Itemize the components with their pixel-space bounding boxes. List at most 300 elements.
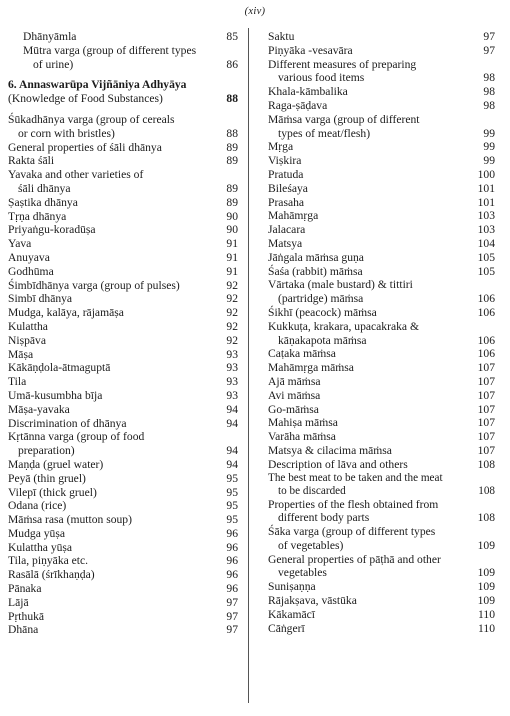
toc-entry-title-text: Mahiṣa māṁsa [268,416,338,430]
toc-entry-title [268,44,359,58]
toc-entry-title [268,580,322,594]
toc-entry-title-text: Viṣkira [268,154,302,168]
toc-entry [268,375,495,389]
toc-entry-title-text: Umā-kusumbha bīja [8,388,103,402]
toc-entry-title [268,265,369,279]
toc-entry-title-text: Jalacara [268,223,306,237]
toc-entry-title [8,141,168,155]
toc-entry-title [8,334,52,348]
toc-entry-title [268,99,333,113]
toc-page-number: 108 [477,511,495,525]
toc-entry [268,416,495,430]
toc-page-number: 106 [477,305,495,319]
toc-entry [8,513,238,527]
toc-entry-title [8,196,84,210]
toc-entry-title-continuation: or corn with bristles) [18,126,115,140]
toc-entry-title-text: Kākamācī [268,607,315,621]
toc-page-number: 91 [226,237,238,251]
toc-entry-title [8,610,50,624]
toc-entry-title-text: Properties of the flesh obtained from [268,497,439,511]
toc-entry-title-text: Matsya [268,236,303,250]
toc-entry [8,541,238,555]
toc-page-number: 95 [226,499,238,513]
toc-page-number: 99 [483,140,495,154]
toc-entry-title [268,389,326,403]
toc-entry-title [268,498,444,526]
toc-entry [268,278,495,306]
toc-entry-title [8,78,192,106]
toc-page-number: 94 [226,444,238,458]
toc-entry [8,417,238,431]
toc-entry-title-text: Māṣa [8,347,34,361]
toc-page-number: 103 [477,223,495,237]
toc-entry-title [8,499,72,513]
toc-entry [8,403,238,417]
toc-entry-title-text: Niṣpāva [8,333,46,347]
toc-entry [268,168,495,182]
toc-page-number: 104 [477,236,495,250]
toc-entry [8,430,238,458]
toc-entry-title [268,320,425,348]
toc-entry [8,486,238,500]
toc-entry-title [8,251,56,265]
toc-entry-title-text: Mahāmṛga māṁsa [268,361,354,375]
toc-entry-title-text: Khala-kāmbalika [268,85,348,99]
toc-entry-title [8,582,47,596]
toc-entry-title [8,389,108,403]
toc-entry-title-text: Matsya & cilacima māṁsa [268,443,392,457]
toc-entry-title [8,306,130,320]
toc-page-number: 97 [483,43,495,57]
toc-entry [8,568,238,582]
toc-entry-title [8,210,72,224]
toc-entry-title [268,375,326,389]
toc-page-number: 93 [226,347,238,361]
toc-entry [8,389,238,403]
toc-entry-title [268,403,325,417]
toc-entry-title [268,622,311,636]
toc-entry-title [8,375,32,389]
toc-page-number: 92 [226,319,238,333]
toc-page-number: 94 [226,416,238,430]
toc-entry [8,30,238,44]
toc-entry [268,99,495,113]
toc-page-number: 96 [226,526,238,540]
toc-entry-title-text: Kukkuṭa, krakara, upacakraka & [268,319,419,333]
toc-entry [8,361,238,375]
toc-entry [8,154,238,168]
toc-entry [268,608,495,622]
toc-entry-title [268,416,344,430]
toc-entry [268,182,495,196]
toc-entry-title-text: Māṁsa varga (group of different [268,112,420,126]
toc-entry [8,306,238,320]
toc-page-number: 100 [477,167,495,181]
toc-page-number: 93 [226,375,238,389]
toc-entry-title-continuation: different body parts [278,511,370,525]
toc-page-number: 106 [477,347,495,361]
toc-entry-title [268,85,354,99]
toc-entry-title [8,320,54,334]
toc-entry [268,403,495,417]
toc-page-number: 92 [226,306,238,320]
toc-entry-title-continuation: śāli dhānya [18,181,71,195]
toc-entry-title-text: Avi māṁsa [268,388,321,402]
toc-entry-title [268,182,314,196]
toc-page-number: 101 [477,181,495,195]
toc-entry-title [268,237,308,251]
toc-right-column [268,30,495,635]
toc-entry-title [268,553,447,581]
toc-entry [268,553,495,581]
toc-entry-title [23,30,82,44]
toc-entry-title [268,458,414,472]
toc-entry-title-continuation: preparation) [18,444,75,458]
toc-entry-title-text: Tila, piṇyāka etc. [8,554,89,568]
toc-page-number: 105 [477,250,495,264]
toc-page-number: 95 [226,471,238,485]
toc-entry-title-text: Rakta śāli [8,154,55,168]
toc-entry-title-text: Māṁsa rasa (mutton soup) [8,513,132,527]
toc-page-number: 96 [226,568,238,582]
toc-entry [8,554,238,568]
toc-entry-title [268,223,311,237]
toc-page-number: 105 [477,264,495,278]
toc-entry-title [268,608,321,622]
toc-page-number: 92 [226,333,238,347]
toc-entry-title-text: Kṛtānna varga (group of food [8,430,145,444]
toc-entry [268,444,495,458]
toc-entry-title [8,168,149,196]
toc-page-number: 107 [477,388,495,402]
toc-page-number: 90 [226,209,238,223]
toc-entry [268,306,495,320]
toc-entry [268,85,495,99]
toc-entry-title-text: Śimbīdhānya varga (group of pulses) [8,278,180,292]
toc-page-number: 98 [483,85,495,99]
toc-entry [8,210,238,224]
toc-entry-title [8,568,101,582]
toc-entry-title [268,58,422,86]
toc-entry-title [8,623,44,637]
toc-entry-title-text: Yava [8,237,32,251]
toc-entry-title-text: Odana (rice) [8,499,67,513]
page-number-header: (xiv) [244,6,266,17]
toc-page-number: 90 [226,223,238,237]
toc-entry [268,223,495,237]
toc-entry-title [268,30,300,44]
toc-page-number: 109 [477,580,495,594]
toc-entry-title-text: Kulattha yūṣa [8,540,73,554]
toc-page-number: 94 [226,402,238,416]
toc-entry-title-text: The best meat to be taken and the meat [268,471,443,484]
toc-entry-title-text: Mūtra varga (group of different types [23,43,197,57]
toc-page-number: 101 [477,195,495,209]
toc-entry-title [8,527,71,541]
toc-entry-title-text: Pṛthukā [8,609,45,623]
toc-page-number: 107 [477,374,495,388]
toc-entry [8,320,238,334]
toc-entry-title [268,347,342,361]
toc-entry-title-text: Raga-ṣāḍava [268,98,328,112]
toc-entry-title-text: Peyā (thin gruel) [8,471,86,485]
toc-page-number: 97 [226,609,238,623]
toc-entry [268,389,495,403]
toc-entry [268,140,495,154]
toc-entry-title-continuation: of urine) [33,57,74,71]
toc-entry-title-text: Saktu [268,30,295,43]
toc-entry-title [8,223,102,237]
toc-entry-title [8,265,60,279]
toc-entry [8,237,238,251]
toc-page-number: 110 [478,621,495,635]
toc-entry [268,196,495,210]
toc-entry-title-text: Discrimination of dhānya [8,416,127,430]
toc-page-number: 99 [483,154,495,168]
toc-entry-title-text: Ṣaṣtika dhānya [8,195,78,209]
toc-left-column [8,30,238,637]
toc-page-number: 88 [226,126,238,140]
toc-entry-title-text: Yavaka and other varieties of [8,168,144,182]
toc-entry-title [268,306,383,320]
toc-entry [268,237,495,251]
toc-page-number: 91 [226,264,238,278]
toc-entry-title-text: Description of lāva and others [268,457,408,471]
toc-entry [268,347,495,361]
toc-entry-title-text: Rasālā (śrīkhaṇḍa) [8,568,95,582]
toc-entry-title [8,237,37,251]
toc-entry-title [268,154,307,168]
toc-entry-title-text: Vārtaka (male bustard) & tittiri [268,278,413,292]
toc-entry-title [8,154,60,168]
toc-entry-title [8,279,186,293]
toc-entry-title [268,251,370,265]
toc-entry-title [268,444,398,458]
toc-page-number: 106 [477,292,495,306]
toc-section-heading [8,78,238,106]
toc-entry-title-text: General properties of pāṭhā and other [268,552,441,566]
toc-entry-title-text: Prasaha [268,195,305,209]
toc-page-number: 89 [226,195,238,209]
toc-entry-title-text: General properties of śāli dhānya [8,140,162,154]
toc-entry [8,279,238,293]
toc-page-number: 92 [226,292,238,306]
toc-entry [8,113,238,141]
toc-entry-title [268,140,299,154]
toc-entry-title-text: Cāṅgerī [268,621,305,635]
toc-entry-title-text: Tila [8,375,27,389]
toc-entry-title-text: Jāṅgala māṁsa guṇa [268,250,364,264]
toc-entry [268,113,495,141]
toc-entry-title [8,403,76,417]
toc-entry [268,525,495,553]
toc-entry-title-text: Godhūma [8,264,54,278]
toc-entry [8,596,238,610]
toc-entry [8,582,238,596]
toc-entry [268,498,495,526]
toc-entry [8,458,238,472]
toc-entry [8,168,238,196]
toc-entry [268,320,495,348]
toc-entry-title-text: Dhāna [8,623,39,637]
toc-entry-title-text: Priyaṅgu-koradūṣa [8,223,96,237]
toc-entry [8,251,238,265]
toc-entry-title [268,472,449,498]
toc-entry-title-text: Vilepī (thick gruel) [8,485,97,499]
toc-entry-title-continuation: types of meat/flesh) [278,126,371,140]
toc-page-number: 95 [226,485,238,499]
toc-entry-title [268,168,309,182]
toc-entry-title [268,209,324,223]
toc-entry-title-text: Tṛṇa dhānya [8,209,67,223]
toc-page-number: 109 [477,566,495,580]
toc-entry [8,223,238,237]
toc-entry [268,265,495,279]
toc-page-number: 97 [226,595,238,609]
toc-page-number: 108 [477,457,495,471]
toc-entry-title-text: Different measures of preparing [268,57,417,71]
toc-entry-title-continuation: vegetables [278,566,327,580]
toc-entry [8,375,238,389]
toc-entry [8,499,238,513]
toc-entry-title-text: 6. Annaswarūpa Vijñāniya Adhyāya [8,78,187,92]
toc-entry-title-text: Śikhī (peacock) māṁsa [268,305,377,319]
toc-page-number: 96 [226,582,238,596]
toc-page-number: 103 [477,209,495,223]
toc-entry-title [8,361,116,375]
toc-page-number: 107 [477,416,495,430]
toc-entry [268,30,495,44]
toc-entry [8,610,238,624]
toc-page-number: 85 [226,30,238,43]
toc-page-number: 88 [226,92,238,106]
toc-entry-title-text: Māṣa-yavaka [8,402,70,416]
toc-page-number: 108 [478,484,495,497]
toc-page-number: 93 [226,361,238,375]
toc-entry-title [8,430,150,458]
toc-entry [8,334,238,348]
toc-page-number: 91 [226,250,238,264]
toc-entry-title-text: Śaśa (rabbit) māṁsa [268,264,363,278]
toc-entry-title-text: Mahāmṛga [268,209,319,223]
toc-entry-title [268,196,310,210]
toc-page-number: 97 [483,30,495,43]
toc-page-number: 93 [226,388,238,402]
toc-entry-title-text: Śāka varga (group of different types [268,525,436,539]
toc-page-number: 107 [477,402,495,416]
toc-entry-title-continuation: various food items [278,71,365,85]
toc-entry-title-continuation: kāṇakapota māṁsa [278,333,367,347]
toc-entry-title-text: Mudga, kalāya, rājamāṣa [8,306,124,320]
toc-entry [8,348,238,362]
toc-entry [268,458,495,472]
toc-entry-title-text: Lājā [8,595,29,609]
toc-entry-title-text: Maṇḍa (gruel water) [8,457,104,471]
toc-entry [268,430,495,444]
toc-entry-title [8,596,35,610]
toc-entry [268,209,495,223]
toc-entry [268,361,495,375]
toc-entry [8,196,238,210]
toc-entry-title [8,541,78,555]
toc-page-number: 89 [226,140,238,154]
toc-entry-title [23,44,202,72]
toc-page-number: 107 [477,443,495,457]
toc-page-number: 96 [226,540,238,554]
toc-entry [268,472,495,498]
toc-entry-title [268,594,363,608]
toc-entry-title [268,525,441,553]
toc-entry [8,265,238,279]
toc-entry-title-text: Kulattha [8,319,48,333]
toc-entry [8,623,238,637]
toc-page-number: 107 [477,361,495,375]
toc-entry-title-continuation: of vegetables) [278,538,344,552]
toc-entry [8,527,238,541]
toc-entry-title-text: Kākāṇḍola-ātmaguptā [8,361,111,375]
toc-page-number: 95 [226,513,238,527]
toc-entry-title [268,430,342,444]
toc-entry-title-text: Simbī dhānya [8,292,73,306]
toc-entry-title [8,113,181,141]
toc-entry-title [8,554,94,568]
toc-entry-title-text: Ajā māṁsa [268,374,321,388]
toc-entry-title-text: Anuyava [8,250,50,264]
toc-entry [8,44,238,72]
toc-entry-title [8,472,92,486]
toc-entry-title [8,348,39,362]
toc-entry-title [8,513,138,527]
toc-page-number: 89 [226,181,238,195]
toc-entry-title [8,458,109,472]
toc-entry-title-text: Mudga yūṣa [8,526,65,540]
toc-page-number: 98 [483,98,495,112]
toc-page-number: 110 [478,607,495,621]
toc-entry-title-text: Rājakṣava, vāstūka [268,594,357,608]
toc-page-number: 98 [483,71,495,85]
toc-entry-title-text: Piṇyāka -vesavāra [268,43,353,57]
toc-entry-title-text: Śūkadhānya varga (group of cereals [8,112,175,126]
toc-entry [268,580,495,594]
toc-entry-title [268,361,360,375]
toc-page-number: 107 [477,430,495,444]
toc-entry-title [8,417,133,431]
toc-entry-title [268,113,426,141]
toc-page-number: 99 [483,126,495,140]
toc-entry-title-text: Pānaka [8,582,42,596]
toc-page-number: 92 [226,278,238,292]
toc-entry-title-continuation: to be discarded [278,484,346,497]
toc-entry-title-text: Bileśaya [268,181,308,195]
toc-entry [268,44,495,58]
toc-entry-title [8,486,103,500]
toc-page-number: 94 [226,457,238,471]
toc-section-subtitle: (Knowledge of Food Substances) [8,92,163,106]
toc-entry-title [268,278,419,306]
toc-page-number: 89 [226,154,238,168]
toc-entry-title-text: Mṛga [268,140,294,154]
toc-entry [268,251,495,265]
toc-page-number: 97 [226,623,238,637]
toc-entry-title-text: Pratuda [268,167,304,181]
toc-page-number: 106 [477,333,495,347]
toc-page-number: 109 [477,594,495,608]
toc-entry [268,58,495,86]
toc-page-number: 109 [477,538,495,552]
toc-page-number: 96 [226,554,238,568]
toc-entry-title-text: Dhānyāmla [23,30,77,43]
toc-entry-title-continuation: (partridge) māṁsa [278,292,364,306]
